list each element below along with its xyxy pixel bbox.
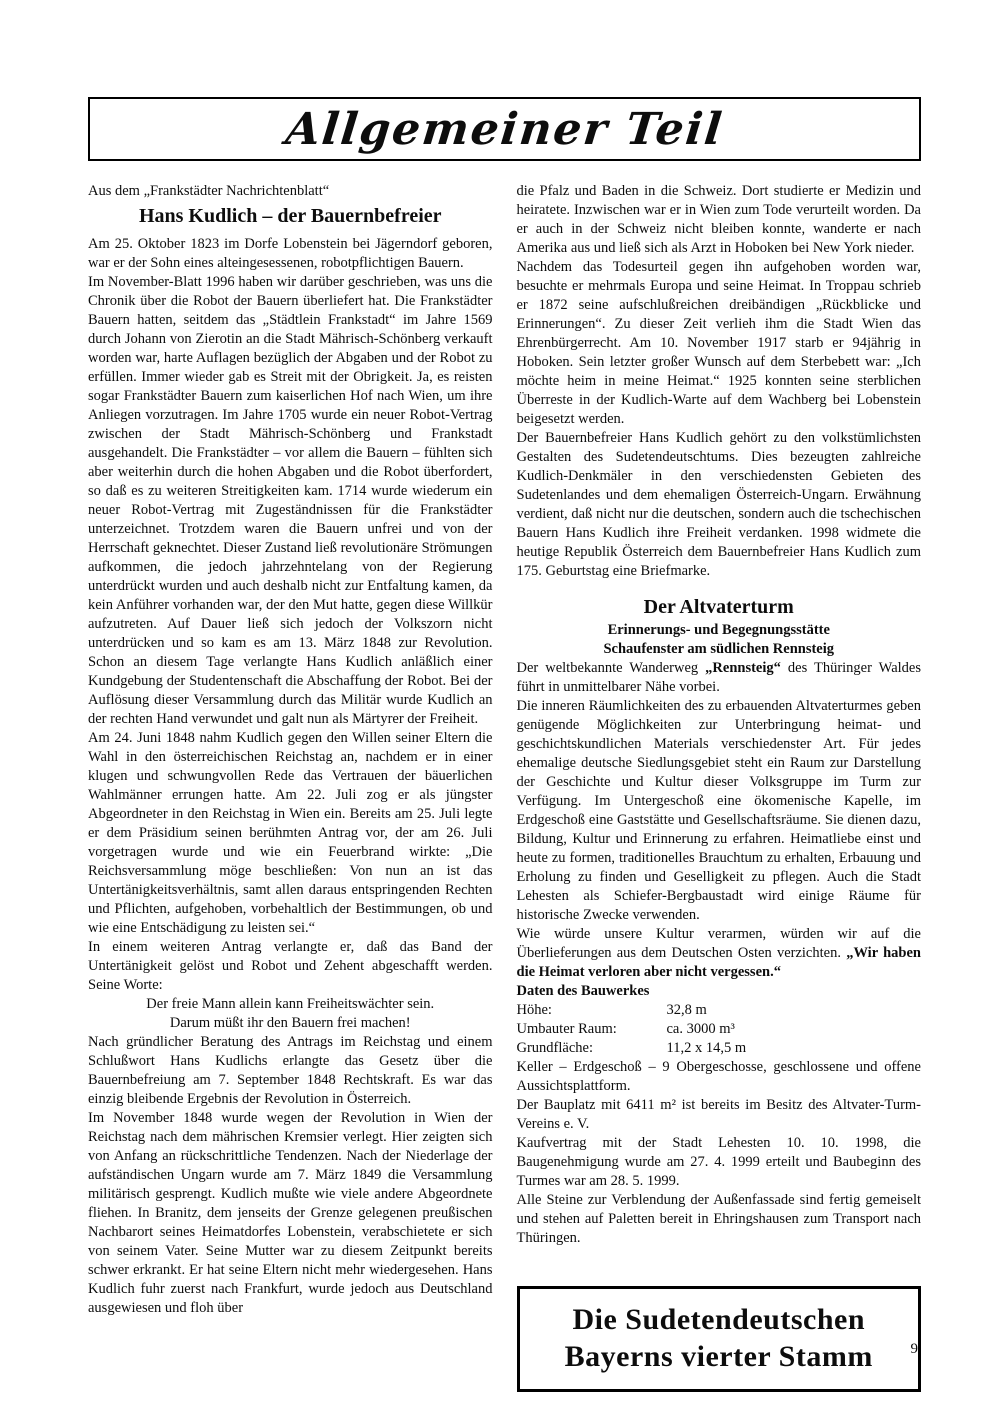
sudetendeutschen-box xyxy=(517,1286,922,1392)
data-label: Umbauter Raum: xyxy=(516,1021,617,1037)
paragraph: Im November 1848 wurde wegen der Revolution in Wien der Reichstag nach dem mährischen Kremsier verlegt. Hier zeigten sich von Anfang an rückschrittliche Tendenzen. Nach der Niederlage der aufständischen Ungarn wurde am 7. März 1849 die Versammlung militärisch gesprengt. Kudlich mußte wie viele andere Abgeordnete fliehen. In Branitz, dem jenseits der Grenze gelegenen preußischen Nachbarort seines Heimatdorfes Lobenstein, verabschietete er sich von seinem Vater. Seine Mutter war zu diesem Zeitpunkt bereits schwer erkrankt. Er hat seine Eltern nicht mehr wiedergesehen. Hans Kudlich fuhr zuerst nach Frankfurt, wurde jedoch aus Deutschland ausgewiesen und floh über xyxy=(88,1110,493,1316)
paragraph: Der Bauernbefreier Hans Kudlich gehört zu den volkstümlichsten Gestalten des Sudetendeutschtums. Dies bezeugten zahlreiche Kudlich-Denkmäler in den verschiedensten Gebieten des Sudetenlandes und dem ehemaligen Österreich-Ungarn. Erwähnung verdient, daß nicht nur die deutschen, sondern auch die tschechischen Bauern Hans Kudlich ihre Freiheit verdanken. 1998 widmete die heutige Republik Österreich dem Bauernbefreier Hans Kudlich zum 175. Geburtstag eine Briefmarke. xyxy=(516,430,921,579)
data-row xyxy=(517,1039,922,1058)
article-title-altvaterturm: Der Altvaterturm xyxy=(643,596,794,618)
paragraph-text: des Thüringer Waldes führt in unmittelbarer Nähe vorbei. xyxy=(516,660,921,695)
data-section-heading: Daten des Bauwerkes xyxy=(516,983,650,999)
data-row xyxy=(517,1001,922,1020)
two-column-layout xyxy=(88,182,921,1392)
paragraph: die Pfalz und Baden in die Schweiz. Dort studierte er Medizin und heiratete. Inzwischen war er in Wien zum Tode verurteilt worden. Da er auch in der Schweiz nicht bleiben konnte, wanderte er nach Amerika aus und ließ sich als Arzt in Hoboken bei New York nieder. xyxy=(516,183,921,256)
left-column xyxy=(88,182,493,1392)
quote-line: Darum müßt ihr den Bauern frei machen! xyxy=(169,1015,411,1031)
article-title-kudlich: Hans Kudlich – der Bauernbefreier xyxy=(138,205,442,227)
paragraph: Nach gründlicher Beratung des Antrags im Reichstag und einem Schlußwort Hans Kudlichs erlangte das Gesetz über die Bauernbefreiung am 7. September 1848 Rechtskraft. Es war das einzig bleibende Ergebnis der Revolution in Österreich. xyxy=(88,1034,493,1107)
paragraph: In einem weiteren Antrag verlangte er, daß das Band der Untertänigkeit gelöst und Robot und Zehent abgeschafft werden. Seine Worte: xyxy=(88,939,493,993)
paragraph-text: Der weltbekannte Wanderweg xyxy=(516,660,706,676)
data-value: 11,2 x 14,5 m xyxy=(666,1040,747,1056)
data-row xyxy=(517,1020,922,1039)
quote-line: Der freie Mann allein kann Freiheitswächter sein. xyxy=(146,996,435,1012)
promo-box-line: Die Sudetendeutschen xyxy=(572,1303,866,1336)
paragraph: Am 24. Juni 1848 nahm Kudlich gegen den Willen seiner Eltern die Wahl in den österreichischen Reichstag an, nachdem er in einer klugen und schwungvollen Rede das Vertrauen der bäuerlichen Wahlmänner errungen hatte. Am 22. Juli zog er als jüngster Abgeordneter in den Reichstag in Wien ein. Bereits am 25. Juli legte er dem Präsidium seinen berühmten Antrag vor, der am 26. Juli vorgetragen wurde und wie ein Feuerbrand wirkte: „Die Reichsversammlung möge beschließen: Von nun an ist das Untertänigkeitsverhältnis, samt allen daraus entspringenden Rechten und Pflichten, aufgehoben, vorbehaltlich der Bestimmungen, ob und wie eine Entschädigung zu leisten sei.“ xyxy=(88,730,493,936)
bold-inline-text: „Rennsteig“ xyxy=(705,660,781,676)
paragraph xyxy=(517,925,922,982)
section-title: Allgemeiner Teil xyxy=(283,103,726,155)
data-label: Grundfläche: xyxy=(516,1040,593,1056)
paragraph: Der Bauplatz mit 6411 m² ist bereits im Besitz des Altvater-Turm-Vereins e. V. xyxy=(516,1097,921,1132)
paragraph: Nachdem das Todesurteil gegen ihn aufgehoben worden war, besuchte er mehrmals Europa und seine Heimat. In Troppau schrieb er 1872 seine aufschlußreichen dreibändigen „Rückblicke und Erinnerungen“. Zu dieser Zeit verlieh ihm die Stadt Wien das Ehrenbürgerrecht. Am 10. November 1917 starb er 94jährig in Hoboken. Sein letzter großer Wunsch auf dem Sterbebett war: „Ich möchte heim in meine Heimat.“ 1925 konnten seine sterblichen Überreste in der Kudlich-Warte auf dem Wachberg bei Lobenstein beigesetzt werden. xyxy=(516,259,921,427)
section-banner xyxy=(88,97,921,161)
paragraph: Am 25. Oktober 1823 im Dorfe Lobenstein bei Jägerndorf geboren, war er der Sohn eines alteingesessenen, robotpflichtigen Bauern. xyxy=(88,236,493,271)
data-label: Höhe: xyxy=(516,1002,552,1018)
right-column xyxy=(517,182,922,1392)
page-number: 9 xyxy=(910,1341,918,1357)
paragraph: Kaufvertrag mit der Stadt Lehesten 10. 10. 1998, die Baugenehmigung wurde am 27. 4. 1999 erteilt und Baubeginn des Turmes war am 28. 5. 1999. xyxy=(516,1135,921,1189)
paragraph: Keller – Erdgeschoß – 9 Obergeschosse, geschlossene und offene Aussichtsplattform. xyxy=(516,1059,921,1094)
paragraph: Die inneren Räumlichkeiten des zu erbauenden Altvaterturmes geben genügende Möglichkeiten zur Unterbringung heimat- und geschichtskundlichen Materials verschiedenster Art. Für jedes ehemalige deutsche Siedlungsgebiet steht ein Raum zur Darstellung der Geschichte und Kultur dieser Volksgruppe im Turm zur Verfügung. Im Untergeschoß eine ökomenische Kapelle, im Erdgeschoß eine Gaststätte und Gesellschaftsräume. Sie dienen dazu, Bildung, Kultur und Erinnerung zu erfahren. Heimatliebe einst und heute zu formen, traditionelles Brauchtum zu erhalten, Erbauung und Erholung zu finden und Geselligkeit zu pflegen. Auch die Stadt Lehesten als Schiefer-Bergbaustadt wird einige Räume für historische Zwecke verwenden. xyxy=(516,698,921,923)
promo-box-line: Bayerns vierter Stamm xyxy=(564,1340,873,1373)
data-value: ca. 3000 m³ xyxy=(666,1021,735,1037)
source-line: Aus dem „Frankstädter Nachrichtenblatt“ xyxy=(88,183,330,199)
article-subtitle: Erinnerungs- und Begegnungsstätte xyxy=(607,622,830,638)
paragraph xyxy=(517,659,922,697)
paragraph-text: Wie würde unsere Kultur verarmen, würden wir auf die Überlieferungen aus dem Deutschen Osten verzichten. xyxy=(516,926,921,961)
bold-inline-text: „Wir haben die Heimat verloren aber nicht vergessen.“ xyxy=(516,945,921,980)
article-subtitle: Schaufenster am südlichen Rennsteig xyxy=(603,641,835,657)
paragraph: Alle Steine zur Verblendung der Außenfassade sind fertig gemeiselt und stehen auf Paletten bereit in Ehringshausen zum Transport nach Thüringen. xyxy=(516,1192,921,1246)
data-value: 32,8 m xyxy=(666,1002,707,1018)
paragraph: Im November-Blatt 1996 haben wir darüber geschrieben, was uns die Chronik über die Robot der Bauern überliefert hat. Die Frankstädter Bauern hatten, seitdem das „Städtlein Frankstadt“ im Jahre 1569 durch Johann von Zierotin an die Stadt Mährisch-Schönberg verkauft worden war, harte Auflagen bezüglich der Abgaben und der Robot zu erfüllen. Immer wieder gab es Streit mit der Obrigkeit. Ja, es reisten sogar Frankstädter Bauern zum kaiserlichen Hof nach Wien, um ihre Anliegen vorzutragen. Im Jahre 1705 wurde ein neuer Robot-Vertrag zwischen der Stadt Mährisch-Schönberg und Frankstadt ausgehandelt. Die Frankstädter – vor allem die Bauern – fühlten sich aber weiterhin durch die hohen Abgaben und die Robot überfordert, so daß es zu weiteren Streitigkeiten kam. 1714 wurde wiederum ein neuer Robot-Vertrag mit Zugeständnissen für die Frankstädter unterzeichnet. Trotzdem waren die Bauern unfrei und von der Herrschaft geknechtet. Dieser Zustand ließ revolutionäre Strömungen aufkommen, die jedoch jahrzehntelang von der Regierung unterdrückt wurden und auch deshalb nicht zur Entfaltung kamen, da kein Anführer vorhanden war, der den Mut hatte, gegen diese Willkür aufzutreten. Auf Dauer ließ sich jedoch der Volkszorn nicht unterdrücken und so kam es am 13. März 1848 zur Revolution. Schon an diesem Tage verlangte Hans Kudlich anläßlich einer Kundgebung der Studentenschaft die Abschaffung der Robot. Bei der Auflösung dieser Versammlung durch das Militär wurde Kudlich an der rechten Hand verwundet und galt nun als Märtyrer der Freiheit. xyxy=(88,274,493,727)
